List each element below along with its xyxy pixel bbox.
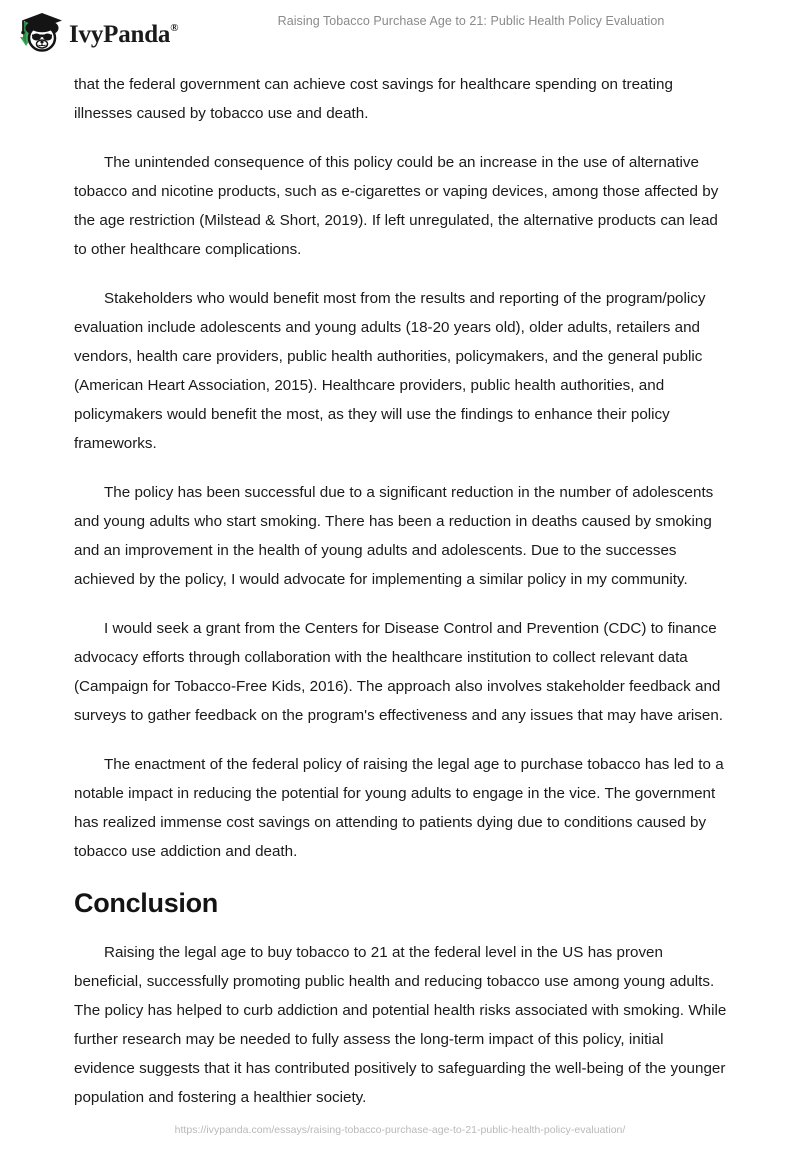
page-footer — [0, 1120, 800, 1138]
paragraph-continued: that the federal government can achieve cost savings for healthcare spending on treating illnesses caused by tobacco use and death. — [74, 76, 673, 122]
paragraph-policy-success: The policy has been successful due to a significant reduction in the number of adolescents and young adults who start smoking. There has been a reduction in deaths caused by smoking and an improvement in the health of young adults and adolescents. Due to the successes achieved by the policy, I would advocate for implementing a similar policy in my community. — [74, 484, 714, 588]
paragraph-conclusion: Raising the legal age to buy tobacco to 21 at the federal level in the US has proven beneficial, successfully promoting public health and reducing tobacco use among young adults. The policy has helped to curb addiction and potential health risks associated with smoking. While further research may be needed to fully assess the long-term impact of this policy, initial evidence suggests that it has contributed positively to safeguarding the well-being of the younger population and fostering a healthier society. — [74, 944, 727, 1106]
paragraph-grant: I would seek a grant from the Centers for Disease Control and Prevention (CDC) to finance advocacy efforts through collaboration with the healthcare institution to collect relevant data (Campaign for Tobacco-Free Kids, 2016). The approach also involves stakeholder feedback and surveys to gather feedback on the program's effectiveness and any issues that may have arisen. — [74, 620, 724, 724]
document-title-header: Raising Tobacco Purchase Age to 21: Public Health Policy Evaluation — [277, 14, 665, 28]
page-header — [0, 0, 800, 62]
section-heading-conclusion: Conclusion — [74, 888, 218, 918]
paragraph-stakeholders: Stakeholders who would benefit most from the results and reporting of the program/policy evaluation include adolescents and young adults (18-20 years old), older adults, retailers and vendors, health care providers, public health authorities, policymakers, and the general public (American Heart Association, 2015). Healthcare providers, public health authorities, and policymakers would benefit the most, as they will use the findings to enhance their policy frameworks. — [74, 290, 706, 452]
document-body — [74, 70, 727, 1132]
brand-trademark-symbol: ® — [170, 21, 179, 34]
paragraph-enactment: The enactment of the federal policy of raising the legal age to purchase tobacco has led to a notable impact in reducing the potential for young adults to engage in the vice. The government has realized immense cost savings on attending to patients dying due to conditions caused by tobacco use addiction and death. — [74, 756, 724, 860]
paragraph-unintended-consequence: The unintended consequence of this policy could be an increase in the use of alternative tobacco and nicotine products, such as e-cigarettes or vaping devices, among those affected by the age restriction (Milstead & Short, 2019). If left unregulated, the alternative products can lead to other healthcare complications. — [74, 154, 719, 258]
brand-name-text: IvyPanda — [69, 20, 171, 48]
source-url-link[interactable]: https://ivypanda.com/essays/raising-tobacco-purchase-age-to-21-public-health-policy-evaluation/ — [174, 1124, 626, 1136]
